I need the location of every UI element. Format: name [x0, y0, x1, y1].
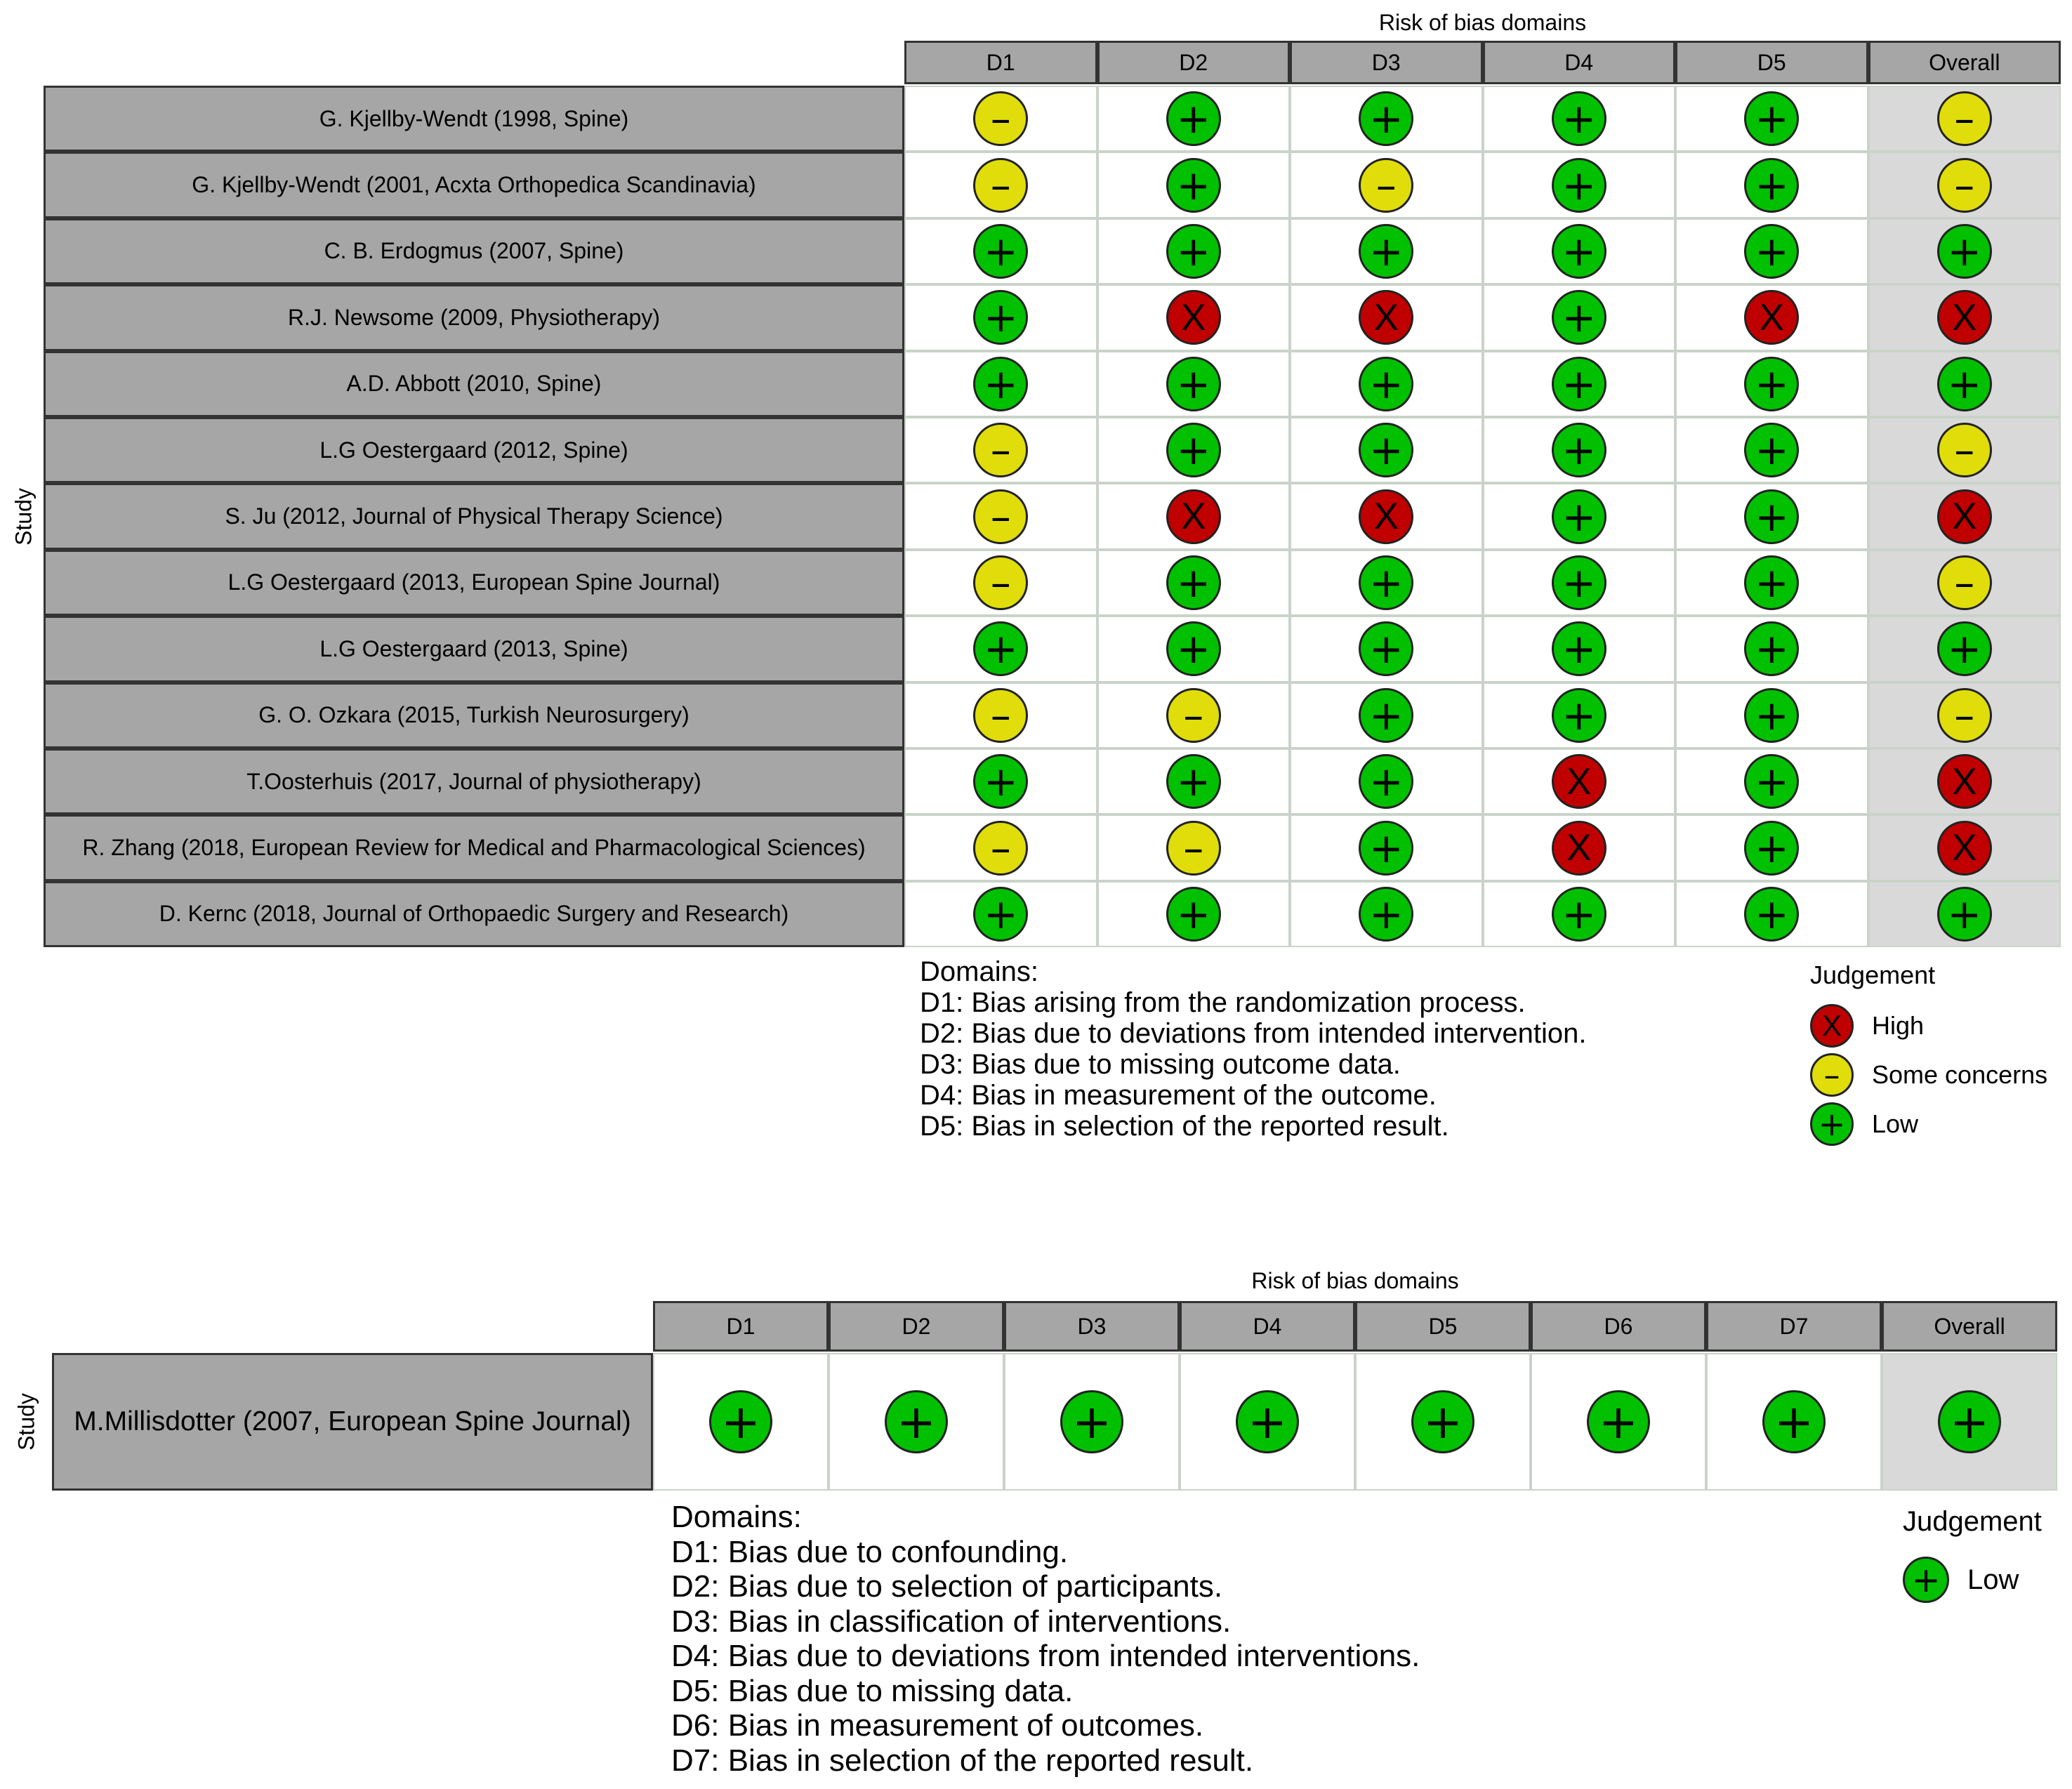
judgement-cell — [904, 284, 1097, 350]
column-header-d1: D1 — [904, 41, 1097, 84]
judgement-some-concerns-icon: – — [1937, 158, 1992, 213]
column-header-d5: D5 — [1355, 1301, 1531, 1352]
judgement-low-icon: + — [1937, 357, 1992, 411]
domain-definition: D3: Bias due to missing outcome data. — [920, 1049, 1401, 1080]
judgement-high-icon: X — [1937, 754, 1992, 809]
judgement-low-icon: + — [1744, 423, 1799, 477]
column-header-d1: D1 — [653, 1301, 829, 1352]
judgement-cell — [1483, 748, 1676, 814]
judgement-cell — [1675, 550, 1868, 616]
judgement-cell — [1882, 1353, 2057, 1491]
judgement-low-icon: + — [1938, 1390, 2001, 1453]
judgement-cell — [1868, 351, 2061, 417]
legend-item — [1903, 1557, 2019, 1603]
judgement-cell — [904, 351, 1097, 417]
judgement-some-concerns-icon: – — [1166, 688, 1221, 743]
judgement-some-concerns-icon: – — [973, 821, 1028, 876]
judgement-low-icon: + — [1166, 887, 1221, 942]
judgement-high-icon: X — [1166, 290, 1221, 345]
study-label: G. Kjellby-Wendt (1998, Spine) — [44, 86, 904, 152]
judgement-low-icon: + — [1937, 887, 1992, 942]
judgement-cell — [904, 748, 1097, 814]
judgement-low-icon: + — [1552, 290, 1606, 345]
judgement-cell — [1483, 550, 1676, 616]
legend-label: Low — [1967, 1564, 2019, 1595]
judgement-some-concerns-icon: – — [1937, 555, 1992, 610]
judgement-cell — [1290, 351, 1483, 417]
judgement-cell — [1675, 814, 1868, 880]
judgement-cell — [904, 682, 1097, 748]
domains-list — [671, 1500, 1420, 1778]
legend-low-icon: + — [1903, 1557, 1949, 1603]
judgement-some-concerns-icon: – — [1937, 91, 1992, 146]
domain-definition: D4: Bias due to deviations from intended interventions. — [671, 1639, 1420, 1673]
judgement-low-icon: + — [1236, 1390, 1299, 1453]
legend-title: Judgement — [1903, 1506, 2042, 1537]
judgement-low-icon: + — [1552, 91, 1606, 146]
judgement-cell — [904, 86, 1097, 152]
study-label: R. Zhang (2018, European Review for Medical and Pharmacological Sciences) — [44, 814, 904, 880]
y-axis-label: Study — [13, 1393, 39, 1451]
domain-definition: D5: Bias in selection of the reported result. — [920, 1111, 1449, 1142]
judgement-low-icon: + — [1937, 621, 1992, 676]
column-header-d7: D7 — [1706, 1301, 1882, 1352]
judgement-cell — [1290, 682, 1483, 748]
judgement-cell — [1290, 86, 1483, 152]
judgement-low-icon: + — [1587, 1390, 1650, 1453]
legend-high-icon: X — [1810, 1004, 1854, 1048]
judgement-cell — [1675, 881, 1868, 947]
domains-title: Domains: — [671, 1500, 802, 1534]
judgement-low-icon: + — [1744, 158, 1799, 213]
column-header-d3: D3 — [1290, 41, 1483, 84]
judgement-low-icon: + — [1166, 224, 1221, 279]
study-label: G. Kjellby-Wendt (2001, Acxta Orthopedica Scandinavia) — [44, 152, 904, 218]
judgement-cell — [1290, 616, 1483, 682]
judgement-cell — [1483, 881, 1676, 947]
judgement-cell — [1675, 616, 1868, 682]
judgement-cell — [1097, 814, 1291, 880]
judgement-cell — [1868, 881, 2061, 947]
judgement-cell — [1290, 284, 1483, 350]
judgement-cell — [1483, 152, 1676, 218]
judgement-cell — [1097, 417, 1291, 483]
judgement-cell — [1290, 218, 1483, 284]
judgement-cell — [1675, 417, 1868, 483]
judgement-low-icon: + — [1552, 688, 1606, 743]
domain-definition: D3: Bias in classification of interventions. — [671, 1604, 1232, 1639]
judgement-low-icon: + — [1552, 158, 1606, 213]
judgement-cell — [904, 616, 1097, 682]
study-label: C. B. Erdogmus (2007, Spine) — [44, 218, 904, 284]
judgement-low-icon: + — [973, 621, 1028, 676]
judgement-cell — [1097, 881, 1291, 947]
judgement-low-icon: + — [1359, 357, 1413, 411]
judgement-cell — [1868, 483, 2061, 549]
judgement-low-icon: + — [1359, 224, 1413, 279]
domain-definition: D7: Bias in selection of the reported result. — [671, 1743, 1254, 1778]
judgement-low-icon: + — [1552, 357, 1606, 411]
judgement-cell — [904, 483, 1097, 549]
judgement-high-icon: X — [1166, 489, 1221, 544]
judgement-cell — [1097, 152, 1291, 218]
judgement-cell — [904, 417, 1097, 483]
judgement-low-icon: + — [1744, 821, 1799, 876]
judgement-low-icon: + — [1060, 1390, 1123, 1453]
judgement-some-concerns-icon: – — [1359, 158, 1413, 213]
judgement-cell — [1483, 417, 1676, 483]
judgement-cell — [1097, 616, 1291, 682]
judgement-some-concerns-icon: – — [973, 91, 1028, 146]
domain-definition: D2: Bias due to selection of participants. — [671, 1569, 1223, 1604]
judgement-high-icon: X — [1744, 290, 1799, 345]
judgement-cell — [653, 1353, 829, 1491]
judgement-low-icon: + — [1166, 621, 1221, 676]
column-header-overall: Overall — [1882, 1301, 2057, 1352]
legend-item — [1810, 1102, 1918, 1146]
judgement-cell — [904, 218, 1097, 284]
judgement-low-icon: + — [1359, 423, 1413, 477]
judgement-low-icon: + — [1744, 91, 1799, 146]
judgement-low-icon: + — [1552, 224, 1606, 279]
judgement-cell — [1483, 351, 1676, 417]
judgement-cell — [1097, 284, 1291, 350]
legend-label: Low — [1872, 1109, 1919, 1138]
judgement-cell — [1097, 351, 1291, 417]
judgement-cell — [1483, 814, 1676, 880]
judgement-low-icon: + — [973, 754, 1028, 809]
judgement-high-icon: X — [1359, 290, 1413, 345]
judgement-low-icon: + — [1744, 754, 1799, 809]
judgement-some-concerns-icon: – — [973, 489, 1028, 544]
judgement-cell — [1355, 1353, 1531, 1491]
column-header-overall: Overall — [1868, 41, 2061, 84]
judgement-cell — [1097, 483, 1291, 549]
domains-title: Domains: — [920, 956, 1038, 987]
judgement-cell — [1097, 550, 1291, 616]
judgement-low-icon: + — [1359, 555, 1413, 610]
judgement-low-icon: + — [1166, 754, 1221, 809]
judgement-cell — [1675, 748, 1868, 814]
judgement-cell — [1531, 1353, 1706, 1491]
judgement-cell — [1868, 218, 2061, 284]
judgement-cell — [1675, 351, 1868, 417]
legend-low-icon: + — [1810, 1102, 1854, 1146]
judgement-high-icon: X — [1937, 489, 1992, 544]
judgement-low-icon: + — [1744, 887, 1799, 942]
judgement-cell — [1290, 483, 1483, 549]
judgement-low-icon: + — [1762, 1390, 1826, 1453]
judgement-some-concerns-icon: – — [973, 555, 1028, 610]
judgement-low-icon: + — [1411, 1390, 1474, 1453]
judgement-some-concerns-icon: – — [973, 423, 1028, 477]
study-label: G. O. Ozkara (2015, Turkish Neurosurgery) — [44, 682, 904, 748]
judgement-cell — [1868, 814, 2061, 880]
judgement-low-icon: + — [885, 1390, 948, 1453]
judgement-cell — [1868, 417, 2061, 483]
study-label: T.Oosterhuis (2017, Journal of physiotherapy) — [44, 748, 904, 814]
judgement-cell — [1675, 682, 1868, 748]
judgement-low-icon: + — [1937, 224, 1992, 279]
chart-title: Risk of bias domains — [1378, 10, 1587, 35]
judgement-low-icon: + — [709, 1390, 772, 1453]
judgement-some-concerns-icon: – — [1166, 821, 1221, 876]
judgement-cell — [1706, 1353, 1882, 1491]
judgement-cell — [1868, 152, 2061, 218]
judgement-cell — [1868, 748, 2061, 814]
chart-title: Risk of bias domains — [1251, 1268, 1459, 1293]
domains-list — [920, 956, 1586, 1142]
judgement-cell — [904, 881, 1097, 947]
study-label: A.D. Abbott (2010, Spine) — [44, 351, 904, 417]
judgement-low-icon: + — [973, 887, 1028, 942]
judgement-some-concerns-icon: – — [1937, 688, 1992, 743]
legend-item — [1810, 1053, 2047, 1097]
judgement-cell — [1868, 284, 2061, 350]
judgement-cell — [1290, 417, 1483, 483]
legend-label: High — [1872, 1011, 1925, 1040]
judgement-low-icon: + — [1359, 91, 1413, 146]
judgement-cell — [1483, 86, 1676, 152]
judgement-low-icon: + — [1359, 887, 1413, 942]
judgement-cell — [1290, 814, 1483, 880]
judgement-low-icon: + — [973, 224, 1028, 279]
judgement-cell — [1097, 748, 1291, 814]
column-header-d4: D4 — [1180, 1301, 1355, 1352]
judgement-low-icon: + — [1166, 357, 1221, 411]
judgement-low-icon: + — [1359, 754, 1413, 809]
judgement-low-icon: + — [1166, 158, 1221, 213]
judgement-low-icon: + — [1744, 555, 1799, 610]
judgement-low-icon: + — [1744, 357, 1799, 411]
legend-label: Some concerns — [1872, 1060, 2048, 1089]
judgement-cell — [1097, 682, 1291, 748]
judgement-cell — [1004, 1353, 1180, 1491]
judgement-low-icon: + — [1166, 91, 1221, 146]
domain-definition: D4: Bias in measurement of the outcome. — [920, 1080, 1437, 1111]
judgement-high-icon: X — [1552, 754, 1606, 809]
judgement-low-icon: + — [1166, 555, 1221, 610]
study-label: S. Ju (2012, Journal of Physical Therapy Science) — [44, 483, 904, 549]
judgement-low-icon: + — [973, 290, 1028, 345]
domain-definition: D1: Bias due to confounding. — [671, 1534, 1069, 1569]
domain-definition: D1: Bias arising from the randomization process. — [920, 987, 1526, 1018]
judgement-cell — [1483, 616, 1676, 682]
judgement-cell — [904, 814, 1097, 880]
judgement-low-icon: + — [1552, 423, 1606, 477]
study-label: M.Millisdotter (2007, European Spine Journal) — [52, 1353, 653, 1491]
column-header-d3: D3 — [1004, 1301, 1180, 1352]
judgement-cell — [1097, 86, 1291, 152]
column-header-d5: D5 — [1675, 41, 1868, 84]
judgement-low-icon: + — [1552, 555, 1606, 610]
column-header-d6: D6 — [1531, 1301, 1706, 1352]
judgement-cell — [829, 1353, 1004, 1491]
judgement-low-icon: + — [1552, 887, 1606, 942]
domain-definition: D6: Bias in measurement of outcomes. — [671, 1708, 1204, 1743]
judgement-cell — [1290, 881, 1483, 947]
judgement-high-icon: X — [1552, 821, 1606, 876]
judgement-high-icon: X — [1359, 489, 1413, 544]
judgement-cell — [1290, 550, 1483, 616]
legend-title: Judgement — [1810, 960, 1936, 989]
domain-definition: D5: Bias due to missing data. — [671, 1673, 1074, 1708]
judgement-low-icon: + — [1744, 489, 1799, 544]
judgement-cell — [1675, 483, 1868, 549]
column-header-d2: D2 — [829, 1301, 1004, 1352]
judgement-cell — [1675, 152, 1868, 218]
domain-definition: D2: Bias due to deviations from intended intervention. — [920, 1018, 1587, 1049]
judgement-cell — [1483, 682, 1676, 748]
judgement-low-icon: + — [1744, 688, 1799, 743]
judgement-low-icon: + — [1359, 688, 1413, 743]
judgement-low-icon: + — [1359, 621, 1413, 676]
study-label: L.G Oestergaard (2013, Spine) — [44, 616, 904, 682]
judgement-low-icon: + — [1744, 224, 1799, 279]
judgement-some-concerns-icon: – — [1937, 423, 1992, 477]
judgement-cell — [1483, 284, 1676, 350]
judgement-high-icon: X — [1937, 290, 1992, 345]
judgement-high-icon: X — [1937, 821, 1992, 876]
judgement-cell — [1868, 616, 2061, 682]
judgement-cell — [1868, 86, 2061, 152]
judgement-low-icon: + — [973, 357, 1028, 411]
judgement-low-icon: + — [1744, 621, 1799, 676]
judgement-low-icon: + — [1166, 423, 1221, 477]
judgement-cell — [1180, 1353, 1355, 1491]
column-header-d2: D2 — [1097, 41, 1291, 84]
judgement-cell — [904, 550, 1097, 616]
judgement-low-icon: + — [1552, 489, 1606, 544]
judgement-cell — [1868, 682, 2061, 748]
study-label: D. Kernc (2018, Journal of Orthopaedic Surgery and Research) — [44, 881, 904, 947]
judgement-cell — [1675, 284, 1868, 350]
study-label: L.G Oestergaard (2012, Spine) — [44, 417, 904, 483]
judgement-cell — [904, 152, 1097, 218]
judgement-some-concerns-icon: – — [973, 688, 1028, 743]
judgement-some-concerns-icon: – — [973, 158, 1028, 213]
judgement-cell — [1097, 218, 1291, 284]
judgement-cell — [1290, 152, 1483, 218]
judgement-cell — [1483, 483, 1676, 549]
y-axis-label: Study — [11, 487, 37, 546]
study-label: R.J. Newsome (2009, Physiotherapy) — [44, 284, 904, 350]
judgement-cell — [1868, 550, 2061, 616]
legend-some-concerns-icon: – — [1810, 1053, 1854, 1097]
judgement-low-icon: + — [1359, 821, 1413, 876]
judgement-cell — [1675, 218, 1868, 284]
judgement-low-icon: + — [1552, 621, 1606, 676]
legend-item — [1810, 1004, 1924, 1048]
study-label: L.G Oestergaard (2013, European Spine Journal) — [44, 550, 904, 616]
judgement-cell — [1483, 218, 1676, 284]
judgement-cell — [1290, 748, 1483, 814]
column-header-d4: D4 — [1483, 41, 1676, 84]
judgement-cell — [1675, 86, 1868, 152]
